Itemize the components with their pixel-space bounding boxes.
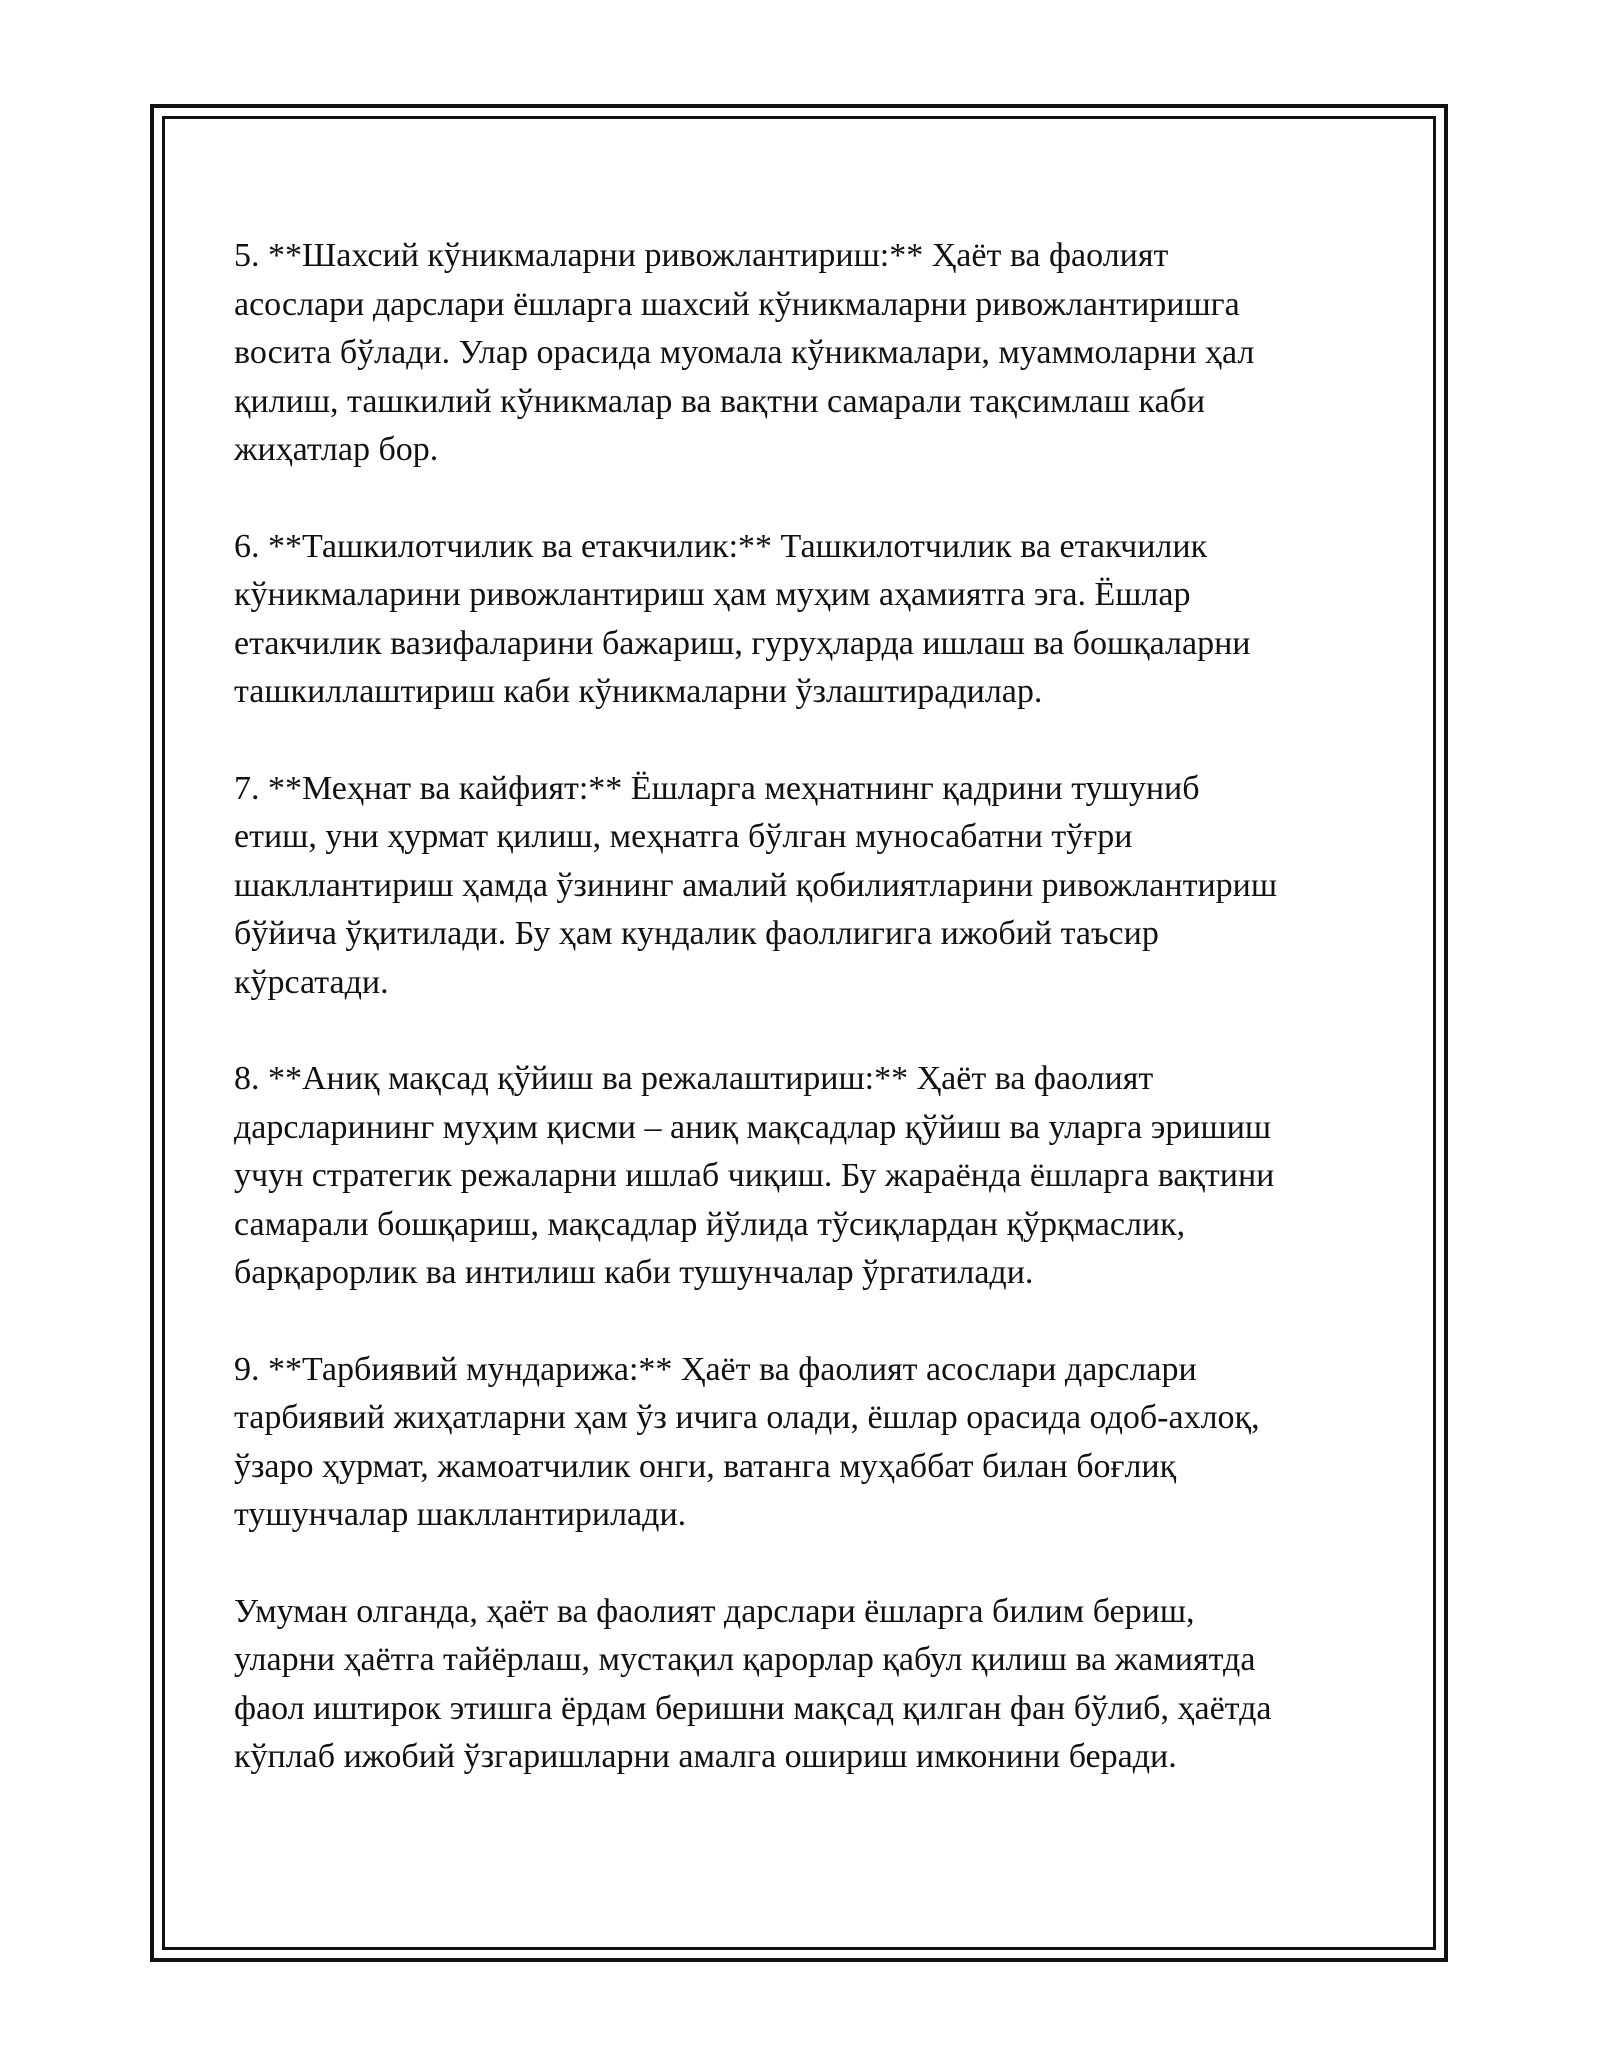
document-body: [234, 232, 1384, 1830]
paragraph-labor-mood: 7. **Меҳнат ва кайфият:** Ёшларга меҳнатнинг қадрини тушуниб етиш, уни ҳурмат қилиш, меҳнатга бўлган муносабатни тўғри шакллантириш ҳамда ўзининг амалий қобилиятларини ривожлантириш бўйича ўқитилади. Бу ҳам кундалик фаоллигига ижобий таъсир кўрсатади.: [234, 769, 1278, 1001]
paragraph-conclusion: Умуман олганда, ҳаёт ва фаолият дарслари ёшларга билим бериш, уларни ҳаётга тайёрлаш, мустақил қарорлар қабул қилиш ва жамиятда фаол иштирок этишга ёрдам беришни мақсад қилган фан бўлиб, ҳаётда кўплаб ижобий ўзгаришларни амалга ошириш имконини беради.: [234, 1592, 1272, 1775]
paragraph-educational-content: 9. **Тарбиявий мундарижа:** Ҳаёт ва фаолият асослари дарслари тарбиявий жиҳатларни ҳам ўз ичига олади, ёшлар орасида одоб-ахлоқ, ўзаро ҳурмат, жамоатчилик онги, ватанга муҳаббат билан боғлиқ тушунчалар шакллантирилади.: [234, 1350, 1260, 1533]
paragraph-personal-skills: 5. **Шахсий кўникмаларни ривожлантириш:** Ҳаёт ва фаолият асослари дарслари ёшларга шахсий кўникмаларни ривожлантиришга восита бўлади. Улар орасида муомала кўникмалари, муаммоларни ҳал қилиш, ташкилий кўникмалар ва вақтни самарали тақсимлаш каби жиҳатлар бор.: [234, 237, 1255, 468]
paragraph-goal-planning: 8. **Аниқ мақсад қўйиш ва режалаштириш:** Ҳаёт ва фаолият дарсларининг муҳим қисми – аниқ мақсадлар қўйиш ва уларга эришиш учун стратегик режаларни ишлаб чиқиш. Бу жараёнда ёшларга вақтини самарали бошқариш, мақсадлар йўлида тўсиқлардан қўрқмаслик, барқарорлик ва интилиш каби тушунчалар ўргатилади.: [234, 1060, 1275, 1291]
paragraph-organization-leadership: 6. **Ташкилотчилик ва етакчилик:** Ташкилотчилик ва етакчилик кўникмаларини ривожлантириш ҳам муҳим аҳамиятга эга. Ёшлар етакчилик вазифаларини бажариш, гуруҳларда ишлаш ва бошқаларни ташкиллаштириш каби кўникмаларни ўзлаштирадилар.: [234, 527, 1251, 710]
